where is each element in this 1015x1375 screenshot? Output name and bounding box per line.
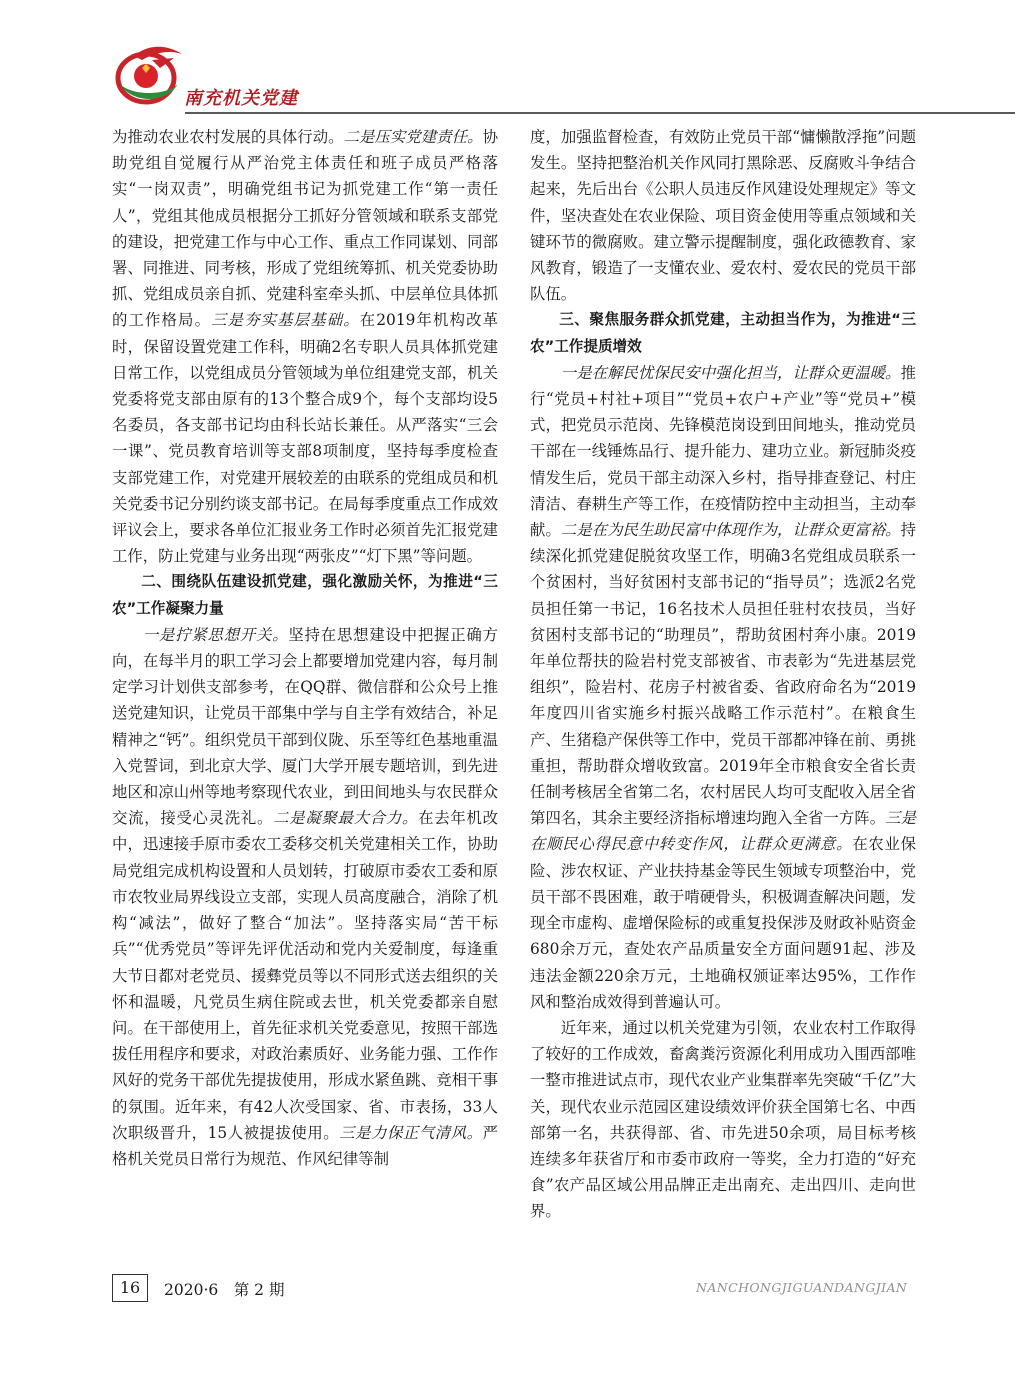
paragraph-text: 推行“党员+村社+项目”“党员+农户+产业”等“党员+”模式，把党员示范岗、先锋模范岗设到田间地头，推动党员干部在一线锤炼品行、提升能力、建功立业。新冠肺炎疫情发生后，党员干部主动深入乡村，指导排查登记、村庄清洁、春耕生产等工作，在疫情防控中主动担当，主动奉献。 [530,363,917,540]
lead-phrase: 三是在顺民心得民意中转变作风，让群众更满意。 [530,809,916,854]
paragraph-text: 近年来，通过以机关党建为引领，农业农村工作取得了较好的工作成效，畜禽粪污资源化利用成功入围西部唯一整市推进试点市，现代农业产业集群率先突破“千亿”大关，现代农业示范园区建设绩效评价获全国第七名、中西部第一名，共获得部、省、市先进50余项，局目标考核连续多年获省厅和市委市政府一等奖，全力打造的“好充食”农产品区域公用品牌正走出南充、走出四川、走向世界。 [530,1018,916,1221]
lead-phrase: 二是凝聚最大合力。 [273,809,419,828]
paragraph-text: 坚持在思想建设中把握正确方向，在每半月的职工学习会上都要增加党建内容，每月制定学习计划供支部参考，在QQ群、微信群和公众号上推送党建知识，让党员干部集中学与自主学有效结合，补足精神之“钙”。组织党员干部到仪陇、乐至等红色基地重温入党誓词，到北京大学、厦门大学开展专题培训，到先进地区和凉山州等地考察现代农业，到田间地头与农民群众交流，接受心灵洗礼。 [112,625,498,828]
page-footer [0,1266,1015,1316]
issue-label: 2020·6 第 2 期 [164,1281,285,1299]
lead-phrase: 一是在解民忧保民安中强化担当，让群众更温暖。 [560,363,901,382]
paragraph-text: 二、围绕队伍建设抓党建，强化激励关怀，为推进“三农”工作凝聚力量 [112,573,498,617]
lead-phrase: 三是力保正气清风。 [339,1123,483,1142]
nanchong-party-logo-icon [112,40,184,110]
magazine-title: 南充机关党建 [184,88,298,109]
paragraph-text: 度，加强监督检查，有效防止党员干部“慵懒散浮拖”问题发生。坚持把整治机关作风同打黑除恶、反腐败斗争结合起来，先后出台《公职人员违反作风建设处理规定》等文件，坚决查处在农业保险、项目资金使用等重点领域和关键环节的微腐败。建立警示提醒制度，强化政德教育、家风教育，锻造了一支懂农业、爱农村、爱农民的党员干部队伍。 [530,128,916,304]
left-column [112,124,498,1172]
paragraph-text: 协助党组自觉履行从严治党主体责任和班子成员严格落实“一岗双责”，明确党组书记为抓党建工作“第一责任人”，党组其他成员根据分工抓好分管领域和联系支部党的建设，把党建工作与中心工作、重点工作同谋划、同部署、同推进、同考核，形成了党组统筹抓、机关党委协助抓、党组成员亲自抓、党建科室牵头抓、中层单位具体抓的工作格局。 [112,128,498,330]
lead-phrase: 二是压实党建责任。 [343,128,483,146]
body-paragraph [530,360,916,1015]
section-heading [530,307,916,359]
paragraph-text: 在2019年机构改革时，保留设置党建工作科，明确2名专职人员具体抓党建日常工作，以党组成员分管领域为单位组建党支部，机关党委将党支部由原有的13个整合成9个，每个支部均设5名委员，各支部书记均由科长站长兼任。从严落实“三会一课”、党员教育培训等支部8项制度，坚持每季度检查支部党建工作，对党建开展较差的由联系的党组成员和机关党委书记分别约谈支部书记。在局每季度重点工作成效评议会上，要求各单位汇报业务工作时必须首先汇报党建工作，防止党建与业务出现“两张皮”“灯下黑”等问题。 [112,311,498,566]
right-column [530,124,916,1225]
section-heading [112,569,498,621]
lead-phrase: 一是拧紧思想开关。 [142,625,289,644]
paragraph-text: 在农业保险、涉农权证、产业扶持基金等民生领域专项整治中，党员干部不畏困难，敢于啃硬骨头，积极调查解决问题，发现全市虚构、虚增保险标的或重复投保涉及财政补贴资金680余万元，查处农产品质量安全方面问题91起、涉及违法金额220余万元，土地确权颁证率达95%，工作作风和整治成效得到普遍认可。 [530,835,916,1011]
paragraph-text: 持续深化抓党建促脱贫攻坚工作，明确3名党组成员联系一个贫困村，当好贫困村支部书记的“指导员”；选派2名党员担任第一书记，16名技术人员担任驻村农技员，当好贫困村支部书记的“助理员”，帮助贫困村奔小康。2019年单位帮扶的险岩村党支部被省、市表彰为“先进基层党组织”，险岩村、花房子村被省委、省政府命名为“2019年度四川省实施乡村振兴战略工作示范村”。在粮食生产、生猪稳产保供等工作中，党员干部都冲锋在前、勇挑重担，帮助群众增收致富。2019年全市粮食安全省长责任制考核居全省第二名，农村居民人均可支配收入居全省第四名，其余主要经济指标增速均跑入全省一方阵。 [530,521,916,828]
paragraph-text: 为推动农业农村发展的具体行动。 [112,128,344,146]
body-paragraph [112,124,498,569]
paragraph-text: 严格机关党员日常行为规范、作风纪律等制 [112,1123,498,1168]
body-paragraph [530,1015,916,1225]
body-paragraph [530,124,916,307]
masthead-pinyin: NANCHONGJIGUANDANGJIAN [696,1280,908,1295]
paragraph-text: 三、聚焦服务群众抓党建，主动担当作为，为推进“三农”工作提质增效 [530,311,916,355]
body-paragraph [112,622,498,1172]
lead-phrase: 二是在为民生助民富中体现作为，让群众更富裕。 [560,521,901,540]
paragraph-text: 在去年机改中，迅速接手原市委农工委移交机关党建相关工作，协助局党组完成机构设置和人员划转，打破原市委农工委和原市农牧业局界线设立支部，实现人员高度融合，消除了机构“减法”，做好了整合“加法”。坚持落实局“苦干标兵”“优秀党员”等评先评优活动和党内关爱制度，每逢重大节日都对老党员、援彝党员等以不同形式送去组织的关怀和温暖，凡党员生病住院或去世，机关党委都亲自慰问。在干部使用上，首先征求机关党委意见，按照干部选拔任用程序和要求，对政治素质好、业务能力强、工作作风好的党务干部优先提拔使用，形成水紧鱼跳、竞相干事的氛围。近年来，有42人次受国家、省、市表扬，33人次职级晋升，15人被提拔使用。 [112,809,498,1142]
page-number: 16 [112,1274,148,1302]
header-rule [185,112,1015,114]
page-header [0,0,1015,122]
lead-phrase: 三是夯实基层基础。 [211,311,360,330]
